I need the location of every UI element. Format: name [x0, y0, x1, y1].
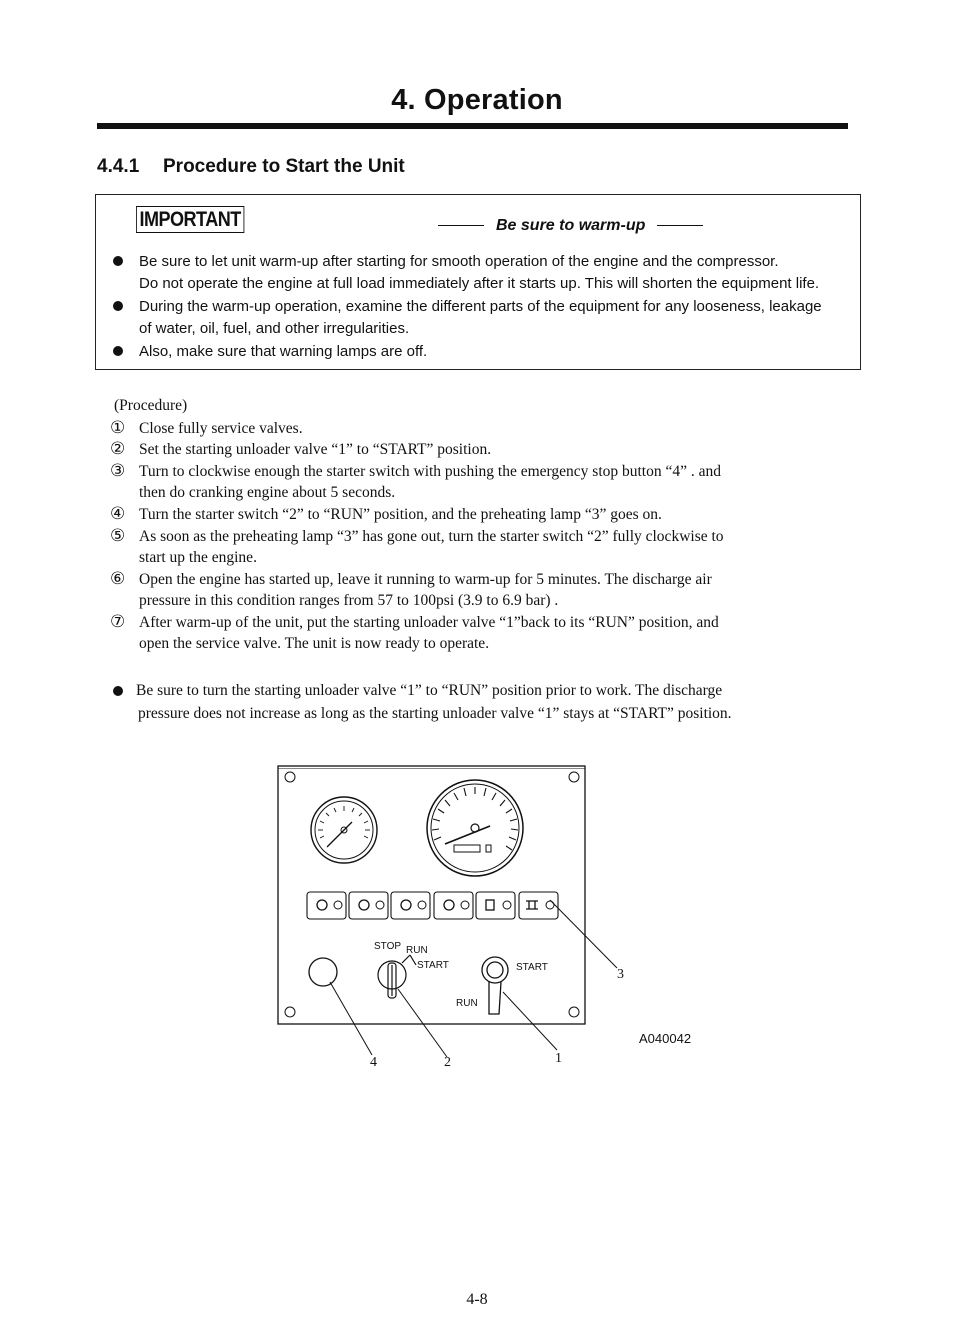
bullet-icon	[113, 256, 123, 266]
important-line: During the warm-up operation, examine the different parts of the equipment for any looseness, leakage	[139, 298, 822, 315]
small-gauge	[311, 797, 377, 863]
step-marker: ④	[110, 504, 126, 523]
caption-dash-right	[657, 225, 703, 226]
step-marker: ③	[110, 461, 126, 480]
procedure-line: As soon as the preheating lamp “3” has gone out, turn the starter switch “2” fully clockwise to	[139, 528, 724, 545]
step-marker: ②	[110, 439, 126, 458]
important-badge: IMPORTANT	[136, 206, 244, 233]
note-line: pressure does not increase as long as the starting unloader valve “1” stays at “START” position.	[138, 705, 732, 722]
figure-code: A040042	[639, 1031, 692, 1046]
important-line: Also, make sure that warning lamps are off.	[139, 343, 428, 360]
callout-2: 2	[444, 1055, 451, 1070]
important-notice-box	[95, 194, 861, 370]
step-marker: ①	[110, 418, 126, 437]
procedure-line: pressure in this condition ranges from 57 to 100psi (3.9 to 6.9 bar) .	[139, 592, 559, 609]
procedure-line: open the service valve. The unit is now ready to operate.	[139, 635, 490, 652]
valve-run-label: RUN	[456, 998, 478, 1009]
switch-run-label: RUN	[406, 945, 428, 956]
panel-outline	[278, 766, 585, 1024]
callout-1: 1	[555, 1051, 562, 1066]
bullet-icon	[113, 346, 123, 356]
emergency-stop-button	[309, 958, 337, 986]
procedure-line: Turn to clockwise enough the starter switch with pushing the emergency stop button “4” . and	[139, 463, 722, 480]
step-marker: ⑤	[110, 526, 126, 545]
bullet-icon	[113, 686, 123, 696]
title-rule	[97, 123, 848, 129]
important-line: of water, oil, fuel, and other irregularities.	[139, 320, 410, 337]
procedure-line: then do cranking engine about 5 seconds.	[139, 484, 396, 501]
procedure-line: After warm-up of the unit, put the starting unloader valve “1”back to its “RUN” position, and	[139, 614, 719, 631]
procedure-line: Close fully service valves.	[139, 420, 303, 437]
step-marker: ⑦	[110, 612, 126, 631]
switch-start-label: START	[417, 960, 449, 971]
valve-start-label: START	[516, 962, 548, 973]
callout-leader-lines	[330, 900, 617, 1057]
callout-3: 3	[617, 967, 624, 982]
procedure-line: start up the engine.	[139, 549, 257, 566]
caption-dash-left	[438, 225, 484, 226]
stop-label: STOP	[374, 941, 402, 952]
important-line: Be sure to let unit warm-up after starting for smooth operation of the engine and the compressor.	[139, 253, 779, 270]
section-title: Procedure to Start the Unit	[163, 156, 405, 177]
warmup-caption	[426, 217, 715, 235]
mounting-holes	[285, 772, 579, 1017]
note-line: Be sure to turn the starting unloader valve “1” to “RUN” position prior to work. The discharge	[136, 682, 723, 699]
chapter-title: 4. Operation	[391, 84, 563, 116]
warmup-caption-text: Be sure to warm-up	[496, 217, 646, 234]
procedure-heading: (Procedure)	[114, 397, 188, 414]
callout-4: 4	[370, 1055, 377, 1070]
warning-lamp-row	[307, 892, 558, 919]
bullet-icon	[113, 301, 123, 311]
starter-switch	[378, 955, 416, 998]
step-marker: ⑥	[110, 569, 126, 588]
important-line: Do not operate the engine at full load immediately after it starts up. This will shorten the equipment life.	[139, 275, 820, 292]
unloader-valve	[482, 957, 508, 1014]
section-heading	[97, 156, 405, 178]
procedure-line: Set the starting unloader valve “1” to “START” position.	[139, 441, 492, 458]
procedure-line: Turn the starter switch “2” to “RUN” position, and the preheating lamp “3” goes on.	[139, 506, 662, 523]
page-number: 4-8	[466, 1291, 488, 1308]
section-number: 4.4.1	[97, 156, 140, 177]
procedure-line: Open the engine has started up, leave it running to warm-up for 5 minutes. The discharge air	[139, 571, 712, 588]
large-gauge	[427, 780, 523, 876]
